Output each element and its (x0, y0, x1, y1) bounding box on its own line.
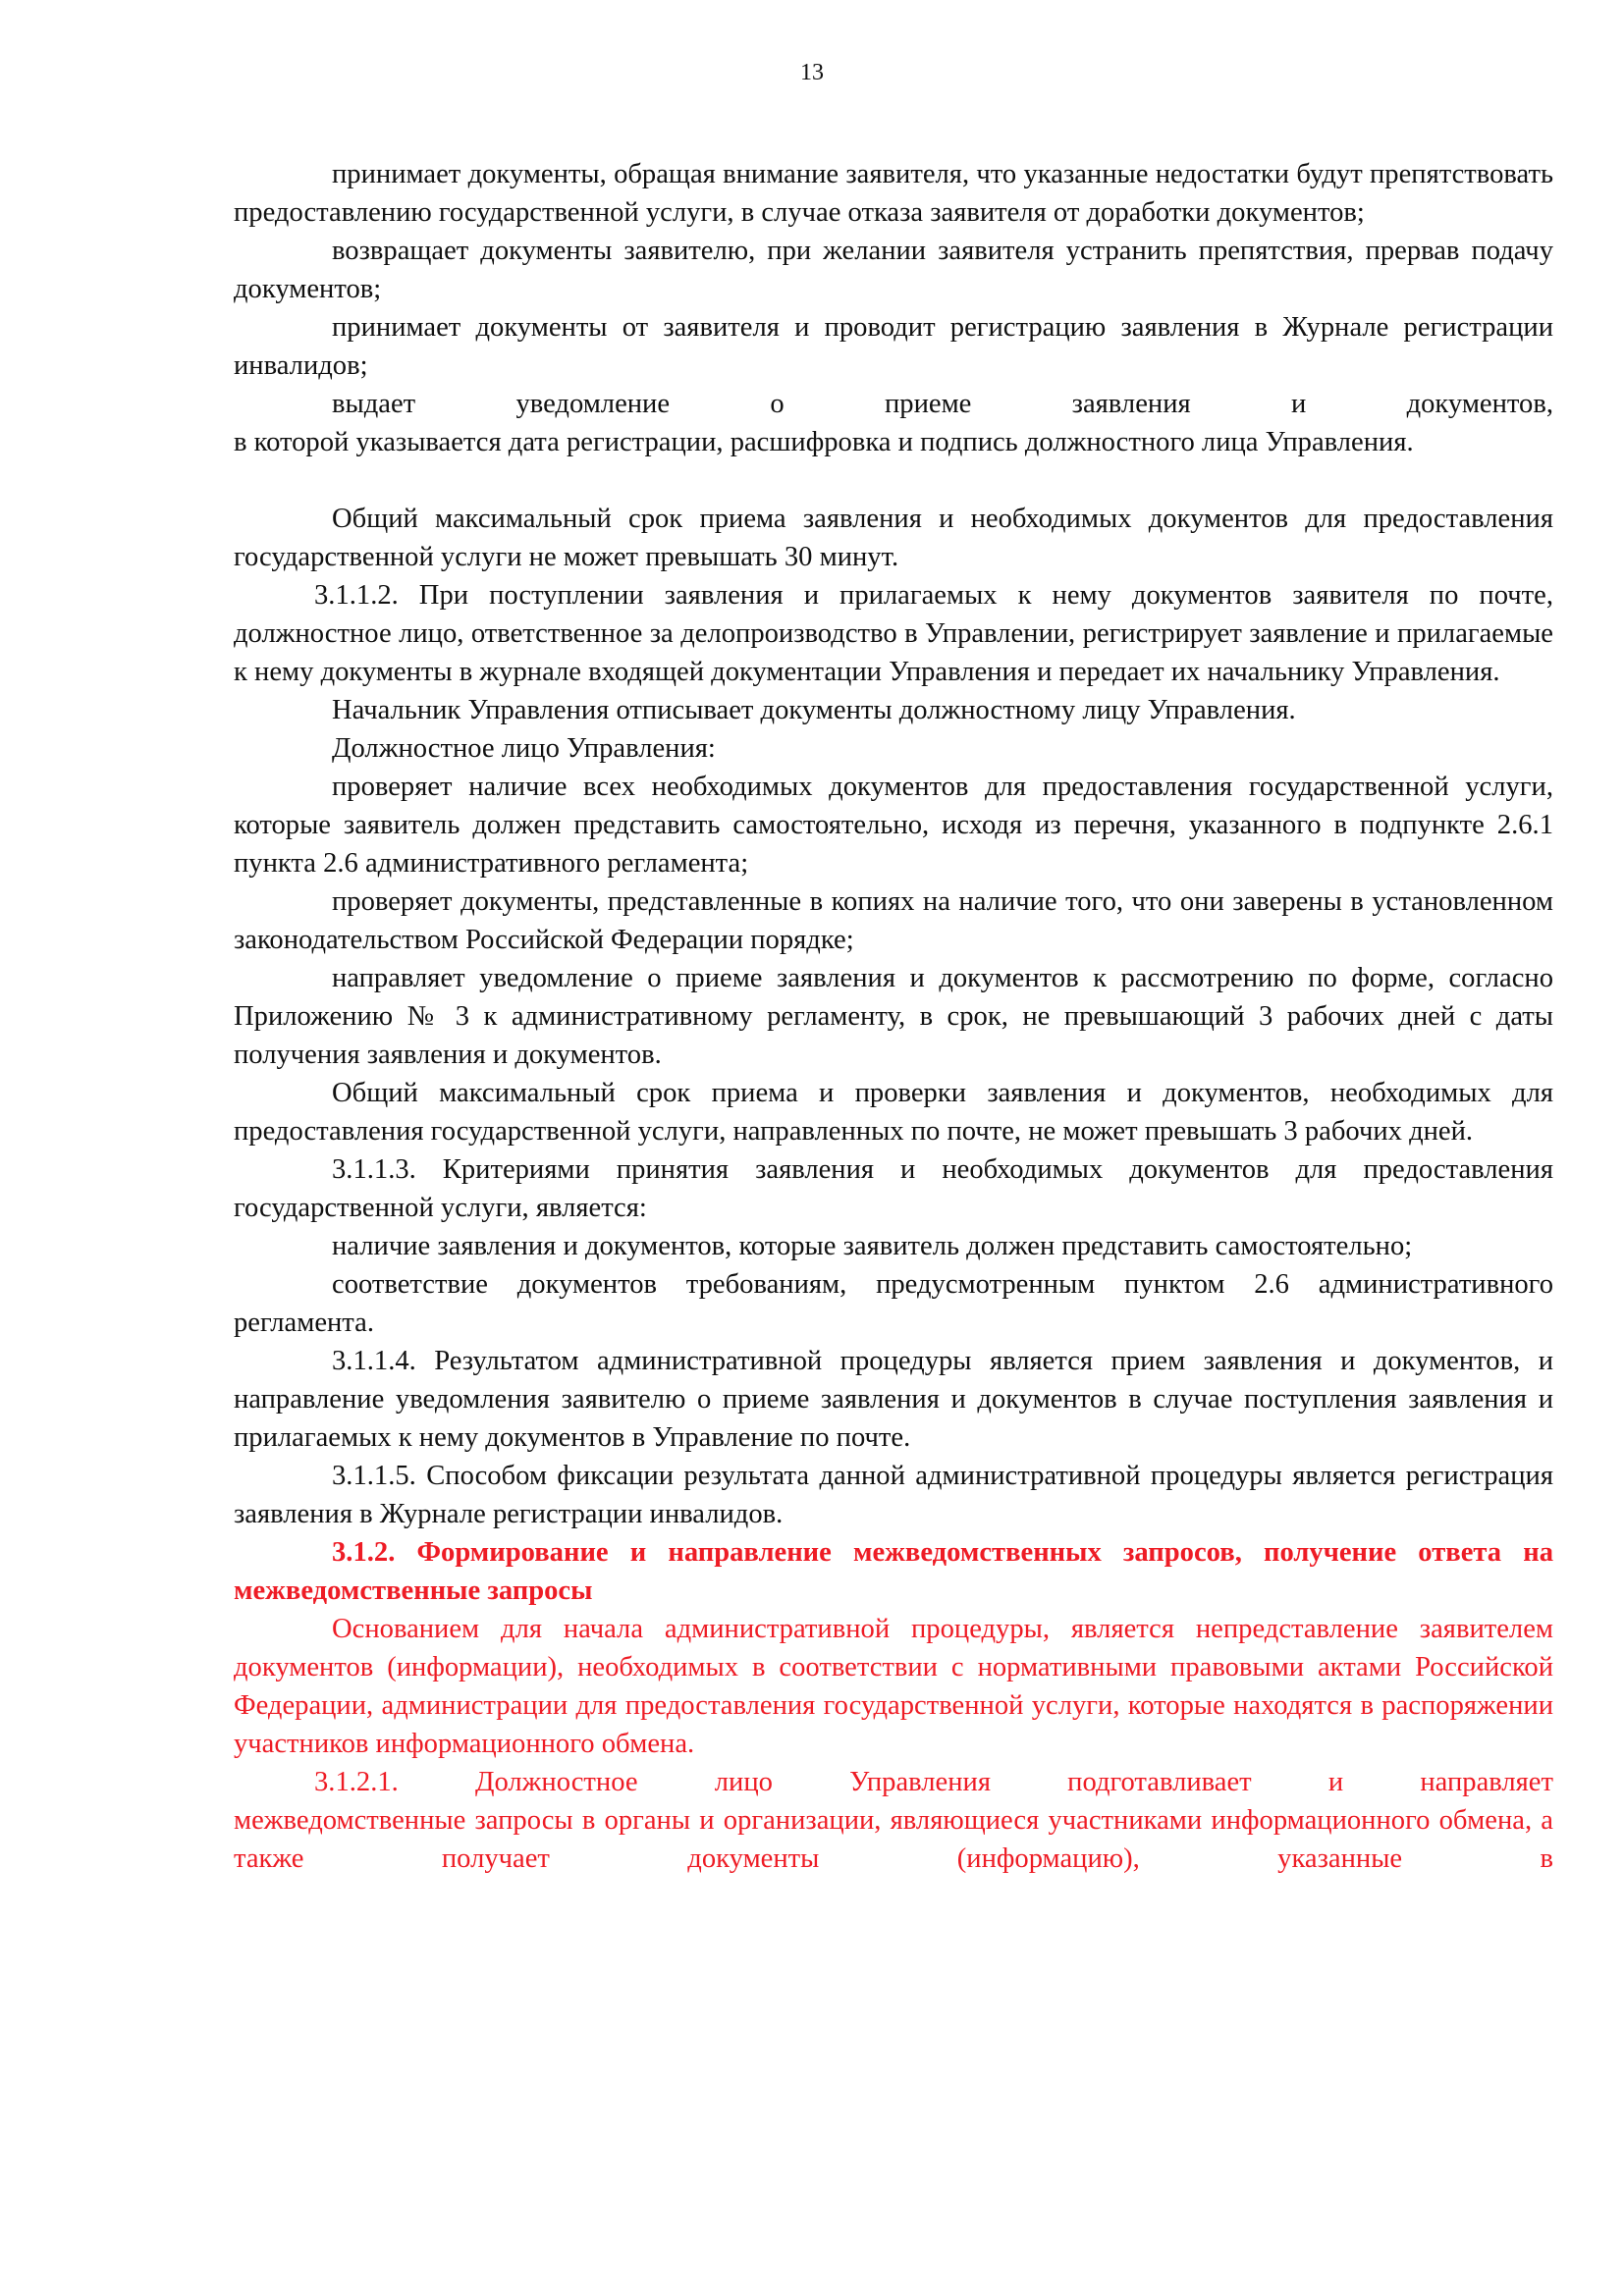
paragraph-accept-documents: принимает документы, обращая внимание заявителя, что указанные недостатки будут препятствовать предоставлению государственной услуги, в случае отказа заявителя от доработки документов; (234, 159, 1553, 228)
paragraph-max-term-3-days: Общий максимальный срок приема и проверки заявления и документов, необходимых для предоставления государственной услуги, направленных по почте, не может превышать 3 рабочих дней. (234, 1078, 1553, 1147)
paragraph-check-copies: проверяет документы, представленные в копиях на наличие того, что они заверены в установленном законодательством Российской Федерации порядке; (234, 886, 1553, 955)
page-number: 13 (800, 60, 824, 85)
blank-line (234, 461, 1553, 500)
paragraph-criteria-compliance: соответствие документов требованиям, предусмотренным пунктом 2.6 административного регламента. (234, 1269, 1553, 1338)
paragraph-issue-notice-line1: выдает уведомление о приеме заявления и документов, (332, 389, 1553, 419)
document-body (234, 155, 1553, 1878)
paragraph-head-assigns: Начальник Управления отписывает документы должностному лицу Управления. (332, 695, 1296, 725)
paragraph-max-term-30-min: Общий максимальный срок приема заявления и необходимых документов для предоставления государственной услуги не может превышать 30 минут. (234, 504, 1553, 572)
paragraph-issue-notice (234, 385, 1553, 461)
paragraph-return-documents: возвращает документы заявителю, при желании заявителя устранить препятствия, прервав подачу документов; (234, 236, 1553, 304)
paragraph-3-1-1-4: 3.1.1.4. Результатом административной процедуры является прием заявления и документов, и направление уведомления заявителю о приеме заявления и документов в случае поступления заявления и прилагаемых к нему документов в Управление по почте. (234, 1346, 1553, 1453)
paragraph-procedure-basis: Основанием для начала административной процедуры, является непредставление заявителем документов (информации), необходимых в соответствии с нормативными правовыми актами Российской Федерации, администрации для предоставления государственной услуги, которые находятся в распоряжении участников информационного обмена. (234, 1614, 1553, 1759)
paragraph-3-1-2-1 (234, 1763, 1553, 1878)
paragraph-3-1-2-1-line1: 3.1.2.1. Должностное лицо Управления подготавливает и направляет (314, 1767, 1553, 1797)
paragraph-send-notice: направляет уведомление о приеме заявления и документов к рассмотрению по форме, согласно Приложению № 3 к административному регламенту, в срок, не превышающий 3 рабочих дней с даты получения заявления и документов. (234, 963, 1553, 1070)
paragraph-3-1-1-5: 3.1.1.5. Способом фиксации результата данной административной процедуры является регистрация заявления в Журнале регистрации инвалидов. (234, 1461, 1553, 1529)
paragraph-3-1-1-2: 3.1.1.2. При поступлении заявления и прилагаемых к нему документов заявителя по почте, должностное лицо, ответственное за делопроизводство в Управлении, регистрирует заявление и прилагаемые к нему документы в журнале входящей документации Управления и передает их начальнику Управления. (234, 580, 1553, 687)
paragraph-check-documents: проверяет наличие всех необходимых документов для предоставления государственной услуги, которые заявитель должен представить самостоятельно, исходя из перечня, указанного в подпункте 2.6.1 пункта 2.6 административного регламента; (234, 772, 1553, 879)
paragraph-criteria-presence: наличие заявления и документов, которые заявитель должен представить самостоятельно; (332, 1231, 1413, 1261)
heading-3-1-2: 3.1.2. Формирование и направление межведомственных запросов, получение ответа на межведомственные запросы (234, 1537, 1553, 1606)
paragraph-issue-notice-rest: в которой указывается дата регистрации, расшифровка и подпись должностного лица Управления. (234, 427, 1414, 457)
paragraph-3-1-1-3: 3.1.1.3. Критериями принятия заявления и необходимых документов для предоставления государственной услуги, является: (234, 1154, 1553, 1223)
paragraph-official: Должностное лицо Управления: (332, 733, 716, 764)
paragraph-3-1-2-1-rest: межведомственные запросы в органы и организации, являющиеся участниками информационного обмена, а также получает документы (информацию), указанные в (234, 1805, 1553, 1874)
paragraph-register-application: принимает документы от заявителя и проводит регистрацию заявления в Журнале регистрации инвалидов; (234, 312, 1553, 381)
